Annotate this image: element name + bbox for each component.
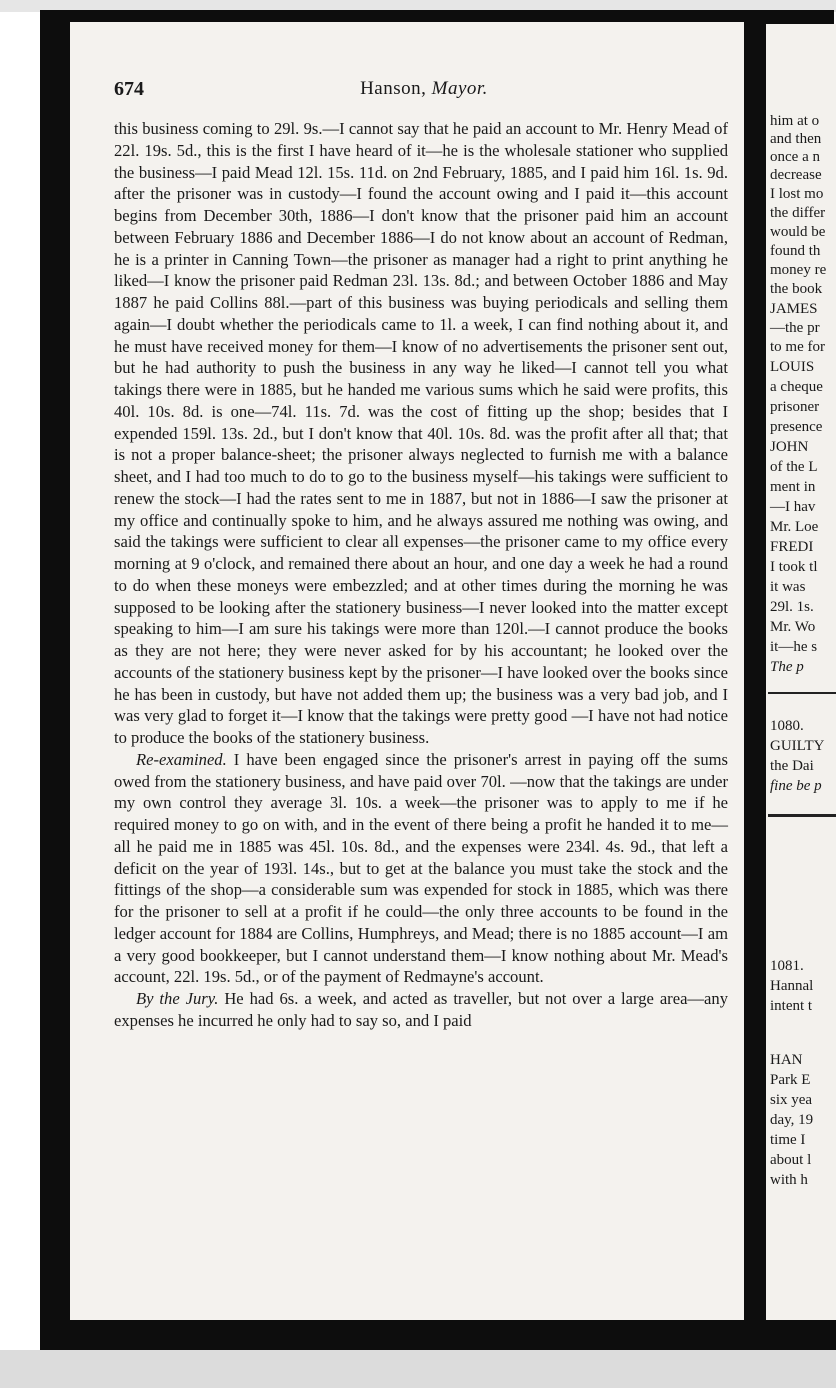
- right-page-line: money re: [770, 262, 827, 278]
- right-page-line: prisoner: [770, 399, 820, 415]
- right-page-line: Park E: [770, 1072, 811, 1088]
- right-page-line: him at o: [770, 113, 820, 129]
- re-examined-text: I have been engaged since the prisoner's arrest in paying off the sums owed from the stationery business, and have paid over 70l. —now that the takings are under my own control they average 3l. 10s. a week—the prisoner was to apply to me if he required money to go on with, and in the event of there being a profit he handed it to me—all he paid me in 1885 was 45l. 10s. 8d., and the expenses were 234l. 4s. 9d., that left a deficit on the year of 193l. 14s., but to get at the balance you must take the stock and the fittings of the shop—a considerable sum was expended for stock in 1885, which was there for the prisoner to sell at a profit if he could—the only three accounts to be found in the ledger account for 1884 are Collins, Humphreys, and Mead; there is no 1885 account—I am a very good bookkeeper, but I cannot understand them—I know nothing about Mr. Mead's account, 22l. 19s. 5d., or of the payment of Redmayne's account.: [114, 749, 728, 987]
- right-page-line: Mr. Wo: [770, 619, 816, 635]
- running-head-title: Mayor.: [431, 78, 488, 99]
- right-page-line: and then: [770, 131, 822, 147]
- scan-frame-bottom: [40, 1320, 836, 1350]
- body-text: [114, 118, 728, 1032]
- right-page-line: The p: [770, 659, 804, 675]
- re-examined-label: Re-examined.: [136, 749, 227, 769]
- running-head: [114, 78, 734, 100]
- right-page-line: 1081.: [770, 958, 804, 974]
- right-page-line: FREDI: [770, 539, 814, 555]
- scan-frame-left: [40, 10, 70, 1348]
- right-page-line: 29l. 1s.: [770, 599, 814, 615]
- paragraph-re-examined: [114, 749, 728, 988]
- book-gutter: [744, 22, 766, 1322]
- right-page-line: to me for: [770, 339, 825, 355]
- right-page-line: found th: [770, 243, 821, 259]
- right-page-line: would be: [770, 224, 826, 240]
- right-page-line: JAMES: [770, 301, 818, 317]
- left-page: [70, 22, 744, 1320]
- running-head-name: Hanson,: [360, 78, 427, 99]
- right-page-rule: [768, 814, 836, 817]
- right-page-line: time I: [770, 1132, 806, 1148]
- jury-label: By the Jury.: [136, 989, 219, 1008]
- right-page-line: intent t: [770, 998, 813, 1014]
- right-page-edge: [766, 24, 836, 1320]
- right-page-line: six yea: [770, 1092, 813, 1108]
- right-page-line: it was: [770, 579, 806, 595]
- scan-bottom-edge: [0, 1350, 836, 1388]
- right-page-line: Hannal: [770, 978, 814, 994]
- right-page-line: JOHN: [770, 439, 809, 455]
- right-page-rule: [768, 692, 836, 694]
- jury-text: He had 6s. a week, and acted as traveller, but not over a large area—any expenses he incurred he only had to say so, and I paid: [114, 989, 728, 1030]
- right-page-line: presence: [770, 419, 823, 435]
- right-page-line: the differ: [770, 205, 826, 221]
- right-page-line: it—he s: [770, 639, 818, 655]
- right-page-line: HAN: [770, 1052, 803, 1068]
- right-page-line: of the L: [770, 459, 818, 475]
- right-page-line: fine be p: [770, 778, 822, 794]
- right-page-line: —the pr: [770, 320, 820, 336]
- paragraph-cross-examination: this business coming to 29l. 9s.—I cannot say that he paid an account to Mr. Henry Mead of 22l. 19s. 5d., this is the first I have heard of it—he is the wholesale stationer who supplied the business—I paid Mead 12l. 15s. 11d. on 2nd February, 1885, and I paid him 16l. 1s. 9d. after the prisoner was in custody—I found the account owing and I paid it—this account begins from December 30th, 1886—I don't know that the prisoner paid him an account between February 1886 and December 1886—I do not know about an account of Redman, he is a printer in Canning Town—the prisoner as manager had a right to print anything he liked—I know the prisoner paid Redman 23l. 13s. 8d.; and between October 1886 and May 1887 he paid Collins 88l.—part of this business was buying periodicals and selling them again—I doubt whether the periodicals came to 1l. a week, I can find nothing about it, and he must have received money for them—I know of no advertisements the prisoner sent out, but he had authority to push the business in any way he liked—I cannot tell you what takings there were in 1885, but he handed me various sums which he said were profits, this 40l. 10s. 8d. is one—74l. 11s. 7d. was the cost of fitting up the shop; besides that I expended 159l. 13s. 2d., but I don't know that 40l. 10s. 8d. was the profit after all that; that is not a proper balance-sheet; the prisoner always neglected to furnish me with a balance sheet, and I had too much to do to go to the business myself—his takings were sufficient to renew the stock—I had the rates sent to me in 1887, but not in 1886—I saw the prisoner at my office and continually spoke to him, and he always assured me nothing was owing, and said the takings were sufficient to clear all expenses—the prisoner came to my office every morning at 9 o'clock, and remained there about an hour, and one day a week he had a round to do when these moneys were embezzled; and at other times during the morning he was supposed to be looking after the stationery business—I never looked into the matter except speaking to him—I am sure his takings were more than 120l.—I cannot produce the books as they are not here; they were never asked for by his accountant; he looked over the accounts of the stationery business kept by the prisoner—I have looked over the books since he has been in custody, but have not added them up; the business was a very bad job, and I was very glad to forget it—I know that the takings were pretty good —I have not had notice to produce the books of the stationery business.: [114, 119, 728, 747]
- right-page-line: a cheque: [770, 379, 823, 395]
- right-page-line: I took tl: [770, 559, 818, 575]
- paragraph-jury: [114, 988, 728, 1032]
- right-page-line: about l: [770, 1152, 812, 1168]
- page-number: 674: [114, 78, 144, 100]
- right-page-line: GUILTY: [770, 738, 825, 754]
- right-page-line: decrease: [770, 167, 822, 183]
- right-page-line: with h: [770, 1172, 808, 1188]
- right-page-line: I lost mo: [770, 186, 824, 202]
- right-page-line: ment in: [770, 479, 816, 495]
- right-page-line: once a n: [770, 149, 820, 165]
- page-header: [114, 78, 734, 108]
- right-page-line: day, 19: [770, 1112, 814, 1128]
- right-page-line: the book: [770, 281, 823, 297]
- right-page-line: 1080.: [770, 718, 804, 734]
- right-page-line: Mr. Loe: [770, 519, 819, 535]
- right-page-line: the Dai: [770, 758, 814, 774]
- right-page-line: LOUIS: [770, 359, 815, 375]
- right-page-line: —I hav: [770, 499, 816, 515]
